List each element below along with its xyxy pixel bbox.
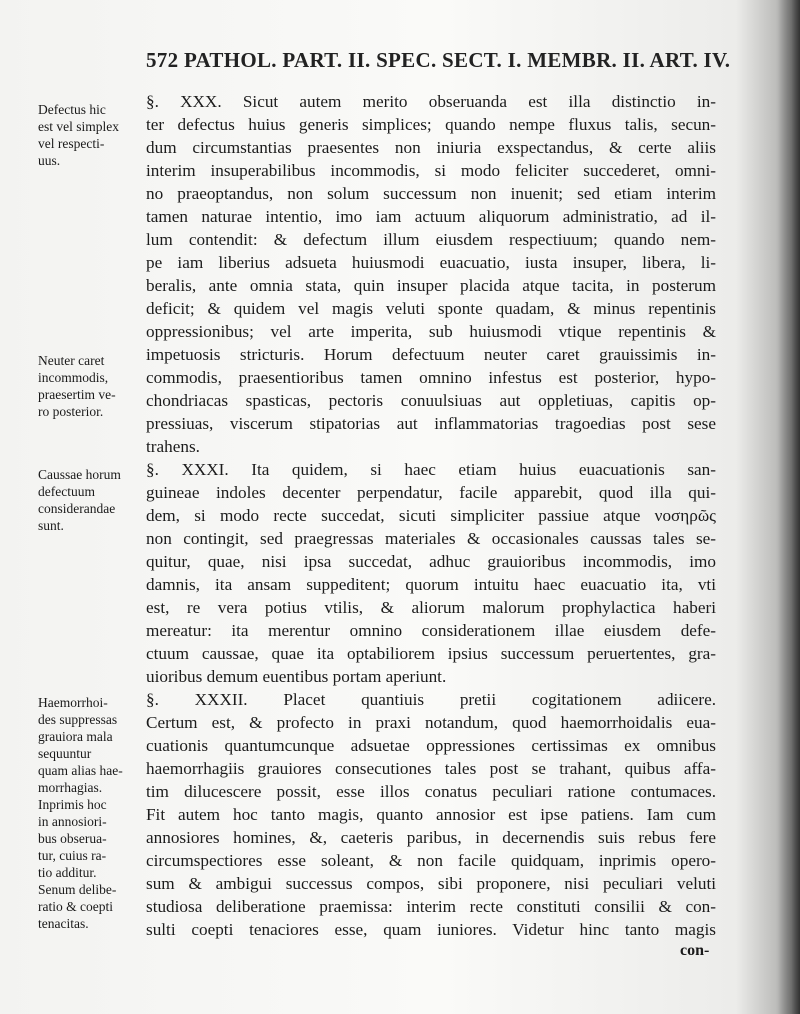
margin-note-line: in annosiori-: [38, 814, 107, 829]
text-line: ctuum caussae, quae ita optabiliorem ipsius successum peruertentes, gra-: [146, 644, 716, 663]
text-line: haemorrhagiis grauiores consecutiones tales post se trahant, quibus affa-: [146, 759, 716, 778]
margin-note-line: quam alias hae-: [38, 763, 123, 778]
text-line: mereatur: ita merentur omnino considerationem illae eiusdem defe-: [146, 621, 716, 640]
margin-note-line: tio additur.: [38, 865, 97, 880]
text-line: no praeoptandus, non solum successum non inuenit; sed etiam interim: [146, 184, 716, 203]
margin-note-line: Caussae horum: [38, 467, 121, 482]
text-line: tamen naturae intentio, imo iam actuum aliquorum administratio, ad il-: [146, 207, 716, 226]
margin-note-line: considerandae: [38, 501, 116, 516]
text-line: quitur, quae, nisi ipsa succedat, adhuc grauioribus incommodis, imo: [146, 552, 716, 571]
margin-note-haemorrhoides: [38, 694, 138, 932]
text-line: §. XXX. Sicut autem merito obseruanda est illa distinctio in-: [146, 92, 716, 111]
margin-note-line: incommodis,: [38, 370, 109, 385]
margin-note-line: vel respecti-: [38, 136, 105, 151]
margin-note-caussae: [38, 466, 138, 534]
text-line: sulti coepti tenaciores esse, quam iuniores. Videtur hinc tanto magis: [146, 920, 716, 939]
text-line: lum contendit: & defectum illum eiusdem respectiuum; quando nem-: [146, 230, 716, 249]
margin-note-line: Haemorrhoi-: [38, 695, 108, 710]
text-line: trahens.: [146, 437, 200, 456]
margin-note-line: Neuter caret: [38, 353, 105, 368]
text-line: deficit; & quidem vel magis veluti sponte quadam, & minus repentinis: [146, 299, 716, 318]
margin-note-line: Inprimis hoc: [38, 797, 107, 812]
text-line: dem, si modo recte succedat, sicuti simpliciter passiue atque νοσηρῶς: [146, 506, 716, 525]
margin-note-line: Senum delibe-: [38, 882, 117, 897]
margin-note-line: tur, cuius ra-: [38, 848, 107, 863]
text-line: est, re vera potius vtilis, & aliorum malorum prophylactica haberi: [146, 598, 716, 617]
text-line: uioribus demum euentibus portam aperiunt.: [146, 667, 447, 686]
margin-note-neuter: [38, 352, 138, 420]
text-line: chondriacas spasticas, pectoris conuulsiuas aut oppletiuas, capitis op-: [146, 391, 716, 410]
text-line: non contingit, sed praegressas materiales & occasionales caussas tales se-: [146, 529, 716, 548]
text-line: guineae indoles decenter perpendatur, facile apparebit, quod illa qui-: [146, 483, 716, 502]
text-line: commodis, praesentioribus tamen omnino infestus est posterior, hypo-: [146, 368, 716, 387]
margin-note-line: grauiora mala: [38, 729, 113, 744]
text-line: sum & ambigui successus compos, sibi proponere, nisi peculiari veluti: [146, 874, 716, 893]
text-line: pressiuas, viscerum stipatorias aut inflammatorias tragoedias post sese: [146, 414, 716, 433]
margin-note-line: est vel simplex: [38, 119, 119, 134]
margin-note-line: ratio & coepti: [38, 899, 113, 914]
text-line: §. XXXI. Ita quidem, si haec etiam huius euacuationis san-: [146, 460, 716, 479]
margin-note-line: defectuum: [38, 484, 95, 499]
binding-shadow: [778, 0, 800, 1014]
text-line: beralis, ante omnia stata, quin insuper placida atque tacita, in posterum: [146, 276, 716, 295]
text-line: annosiores homines, &, caeteris paribus, in decernendis suis rebus fere: [146, 828, 716, 847]
text-line: Fit autem hoc tanto magis, quanto annosior est ipse patiens. Iam cum: [146, 805, 716, 824]
margin-note-line: sequuntur: [38, 746, 92, 761]
margin-note-line: uus.: [38, 153, 61, 168]
main-text-block: [146, 90, 716, 941]
margin-note-line: ro posterior.: [38, 404, 104, 419]
margin-note-defectus: [38, 101, 138, 169]
text-line: oppressionibus; vel arte imperita, sub huiusmodi vtique repentinis &: [146, 322, 716, 341]
text-line: tim dilucescere possit, esse illos conatus peculiari ratione contumaces.: [146, 782, 716, 801]
text-line: pe iam liberius adsueta huiusmodi euacuatio, iusta insuper, libera, li-: [146, 253, 716, 272]
text-line: damnis, ita ansam suppeditent; quorum intuitu haec euacuatio ita, vti: [146, 575, 716, 594]
running-head: 572 PATHOL. PART. II. SPEC. SECT. I. MEMBR. II. ART. IV.: [146, 48, 731, 72]
text-line: Certum est, & profecto in praxi notandum, quod haemorrhoidalis eua-: [146, 713, 716, 732]
text-line: ter defectus huius generis simplices; quando nempe fluxus talis, secun-: [146, 115, 716, 134]
margin-note-line: bus obserua-: [38, 831, 107, 846]
text-line: impetuosis stricturis. Horum defectuum neuter caret grauissimis in-: [146, 345, 716, 364]
text-line: circumspectiores esse soleant, & non facile quidquam, inprimis opero-: [146, 851, 716, 870]
catchword: con-: [680, 942, 710, 959]
text-line: interim insuperabilibus incommodis, si modo feliciter succederet, omni-: [146, 161, 716, 180]
text-line: cuationis quantumcunque adsuetae oppressiones certissimas ex omnibus: [146, 736, 716, 755]
text-line: studiosa deliberatione praemissa: interim recte constituti consilii & con-: [146, 897, 716, 916]
margin-note-line: tenacitas.: [38, 916, 89, 931]
margin-note-line: sunt.: [38, 518, 64, 533]
margin-note-line: praesertim ve-: [38, 387, 116, 402]
margin-note-line: morrhagias.: [38, 780, 103, 795]
margin-note-line: Defectus hic: [38, 102, 106, 117]
text-line: dum circumstantias praesentes non iniuria exspectandus, & certe aliis: [146, 138, 716, 157]
text-line: §. XXXII. Placet quantiuis pretii cogitationem adiicere.: [146, 690, 716, 709]
margin-note-line: des suppressas: [38, 712, 118, 727]
